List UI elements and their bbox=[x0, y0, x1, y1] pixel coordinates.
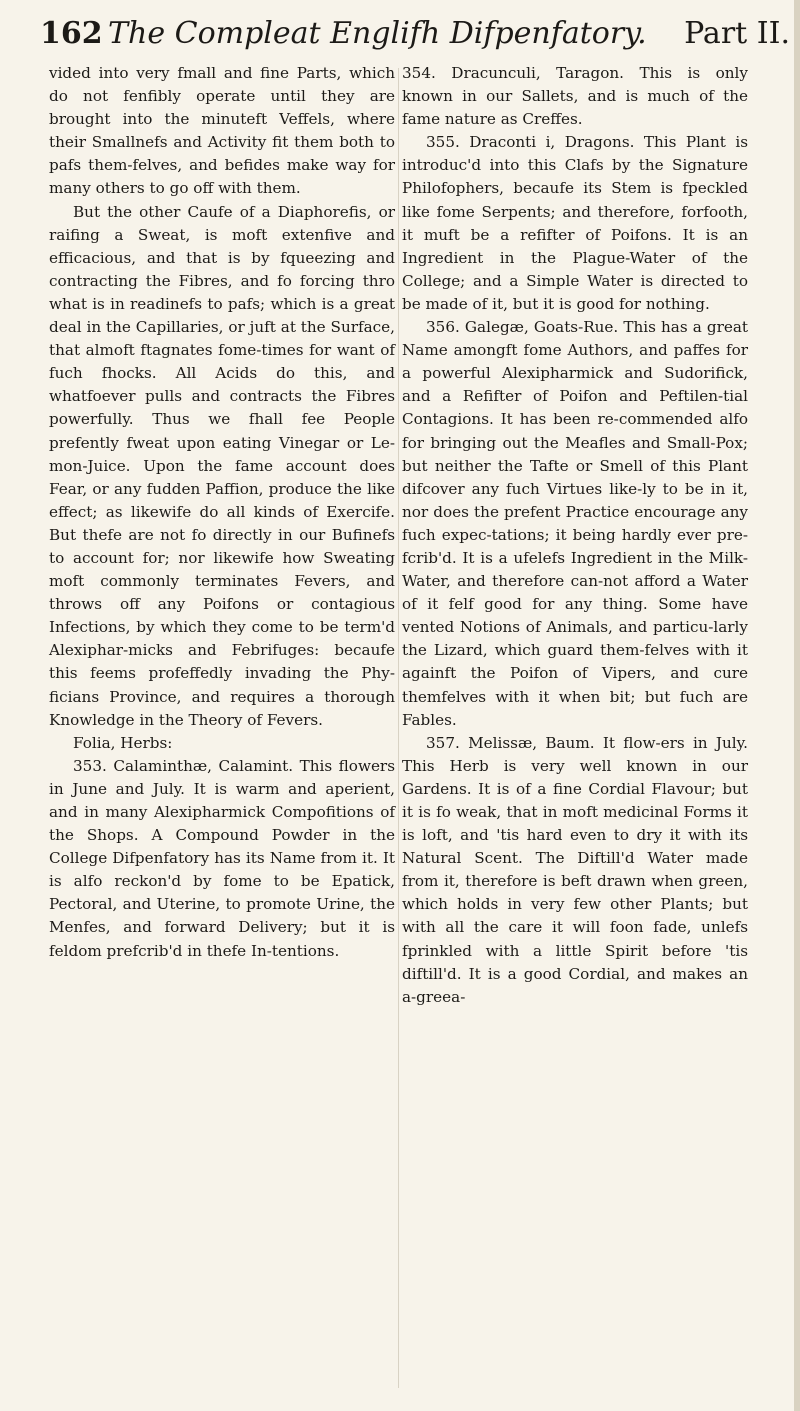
right-column bbox=[402, 62, 748, 1009]
column-gutter bbox=[398, 68, 399, 1388]
page-number: 162 bbox=[40, 16, 103, 51]
section-heading: Folia, Herbs: bbox=[73, 733, 173, 752]
entry-354: 354. Dracunculi, Taragon. This is only known in our Sallets, and is much of the fame nature as Creffes. bbox=[402, 64, 748, 129]
running-header bbox=[40, 12, 790, 56]
part-label: Part II. bbox=[684, 16, 790, 51]
paragraph: But the other Caufe of a Diaphorefis, or raifing a Sweat, is moft extenfive and efficacious, and that is by fqueezing and contracting the Fibres, and fo forcing thro what is in readinefs to pafs; which is a great deal in the Capillaries, or juft at the Surface, that almoft ftagnates fome-times for want of fuch fhocks. All Acids do this, and whatfoever pulls and contracts the Fibres powerfully. Thus we fhall fee People prefently fweat upon eating Vinegar or Le-mon-Juice. Upon the fame account does Fear, or any fudden Paffion, produce the like effect; as likewife do all kinds of Exercife. But thefe are not fo directly in our Bufinefs to account for; nor likewife how Sweating moft commonly terminates Fevers, and throws off any Poifons or contagious Infections, by which they come to be term'd Alexiphar-micks and Febrifuges: becaufe this feems profeffedly invading the Phy-ficians Province, and requires a thorough Knowledge in the Theory of Fevers. bbox=[49, 202, 395, 729]
entry-356: 356. Galegæ, Goats-Rue. This has a great Name amongft fome Authors, and paffes for a powerful Alexipharmick and Sudorifick, and a Refifter of Poifon and Peftilen-tial Contagions. It has been re-commended alfo for bringing out the Meafles and Small-Pox; but neither the Tafte or Smell of this Plant difcover any fuch Virtues like-ly to be in it, nor does the prefent Practice encourage any fuch expec-tations; it being hardly ever pre-fcrib'd. It is a ufelefs Ingredient in the Milk-Water, and therefore can-not afford a Water of it felf good for any thing. Some have vented Notions of Animals, and particu-larly the Lizard, which guard them-felves with it againft the Poifon of Vipers, and cure themfelves with it when bit; but fuch are Fables. bbox=[402, 318, 748, 729]
entry-355: 355. Draconti i, Dragons. This Plant is introduc'd into this Clafs by the Signature Philofophers, becaufe its Stem is fpeckled like fome Serpents; and therefore, forfooth, it muft be a refifter of Poifons. It is an Ingredient in the Plague-Water of the College; and a Simple Water is directed to be made of it, but it is good for nothing. bbox=[402, 133, 748, 313]
running-title: The Compleat Englifh Difpenfatory. bbox=[108, 16, 647, 51]
left-column bbox=[49, 62, 395, 963]
entry-353: 353. Calaminthæ, Calamint. This flowers in June and July. It is warm and aperient, and in many Alexipharmick Compofitions of the Shops. A Compound Powder in the College Difpenfatory has its Name from it. It is alfo reckon'd by fome to be Epatick, Pectoral, and Uterine, to promote Urine, the Menfes, and forward Delivery; but it is feldom prefcrib'd in thefe In-tentions. bbox=[49, 756, 395, 960]
page-edge bbox=[794, 0, 800, 1411]
paragraph: vided into very fmall and fine Parts, which do not fenfibly operate until they are brought into the minuteft Veffels, where their Smallnefs and Activity fit them both to pafs them-felves, and befides make way for many others to go off with them. bbox=[49, 64, 395, 198]
entry-357: 357. Melissæ, Baum. It flow-ers in July. This Herb is very well known in our Gardens. It is of a fine Cordial Flavour; but it is fo weak, that in moft medicinal Forms it is loft, and 'tis hard even to dry it with its Natural Scent. The Diftill'd Water made from it, therefore is beft drawn when green, which holds in very few other Plants; but with all the care it will foon fade, unlefs fprinkled with a little Spirit before 'tis diftill'd. It is a good Cordial, and makes an a-greea- bbox=[402, 733, 748, 1006]
